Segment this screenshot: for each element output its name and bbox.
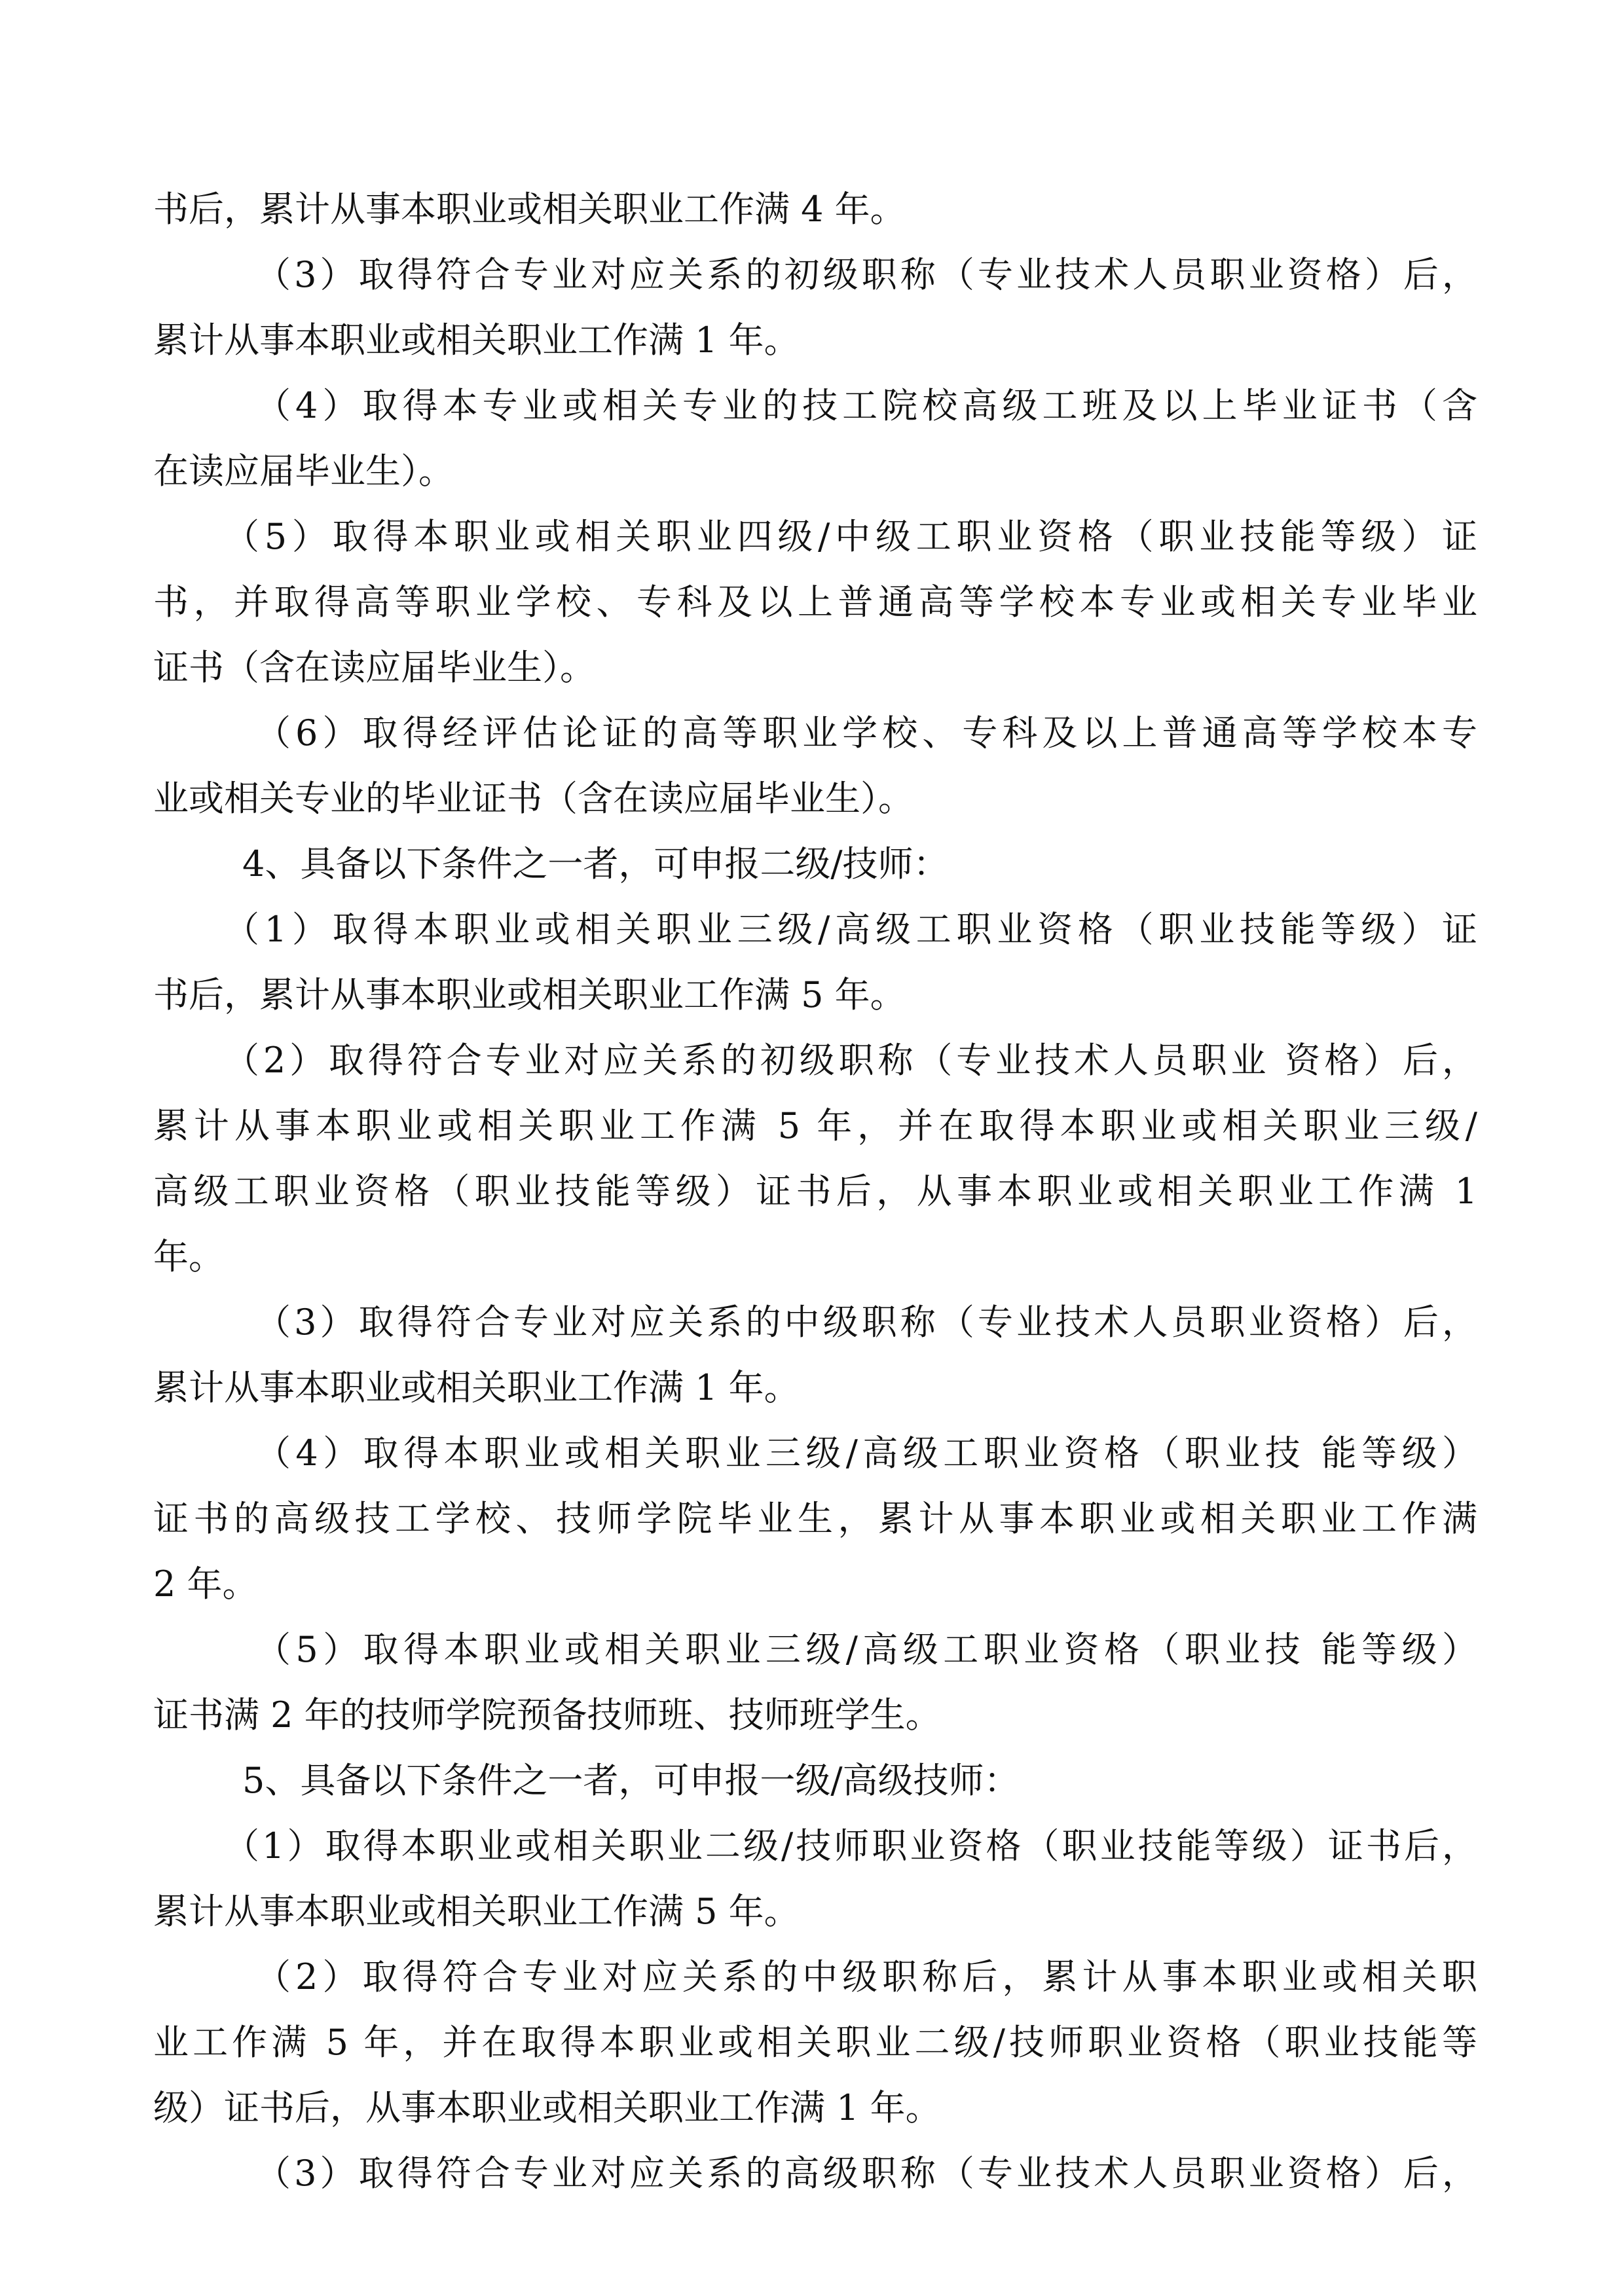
text-line: 业工作满 5 年，并在取得本职业或相关职业二级/技师职业资格（职业技能等 [153, 2022, 1477, 2063]
text-line: （3）取得符合专业对应关系的中级职称（专业技术人员职业资格）后， [255, 1302, 1477, 1343]
text-line: 累计从事本职业或相关职业工作满 5 年，并在取得本职业或相关职业三级/ [153, 1105, 1477, 1146]
text-line: 证书满 2 年的技师学院预备技师班、技师班学生。 [153, 1694, 941, 1736]
text-line: （1）取得本职业或相关职业三级/高级工职业资格（职业技能等级）证 [224, 909, 1477, 950]
text-line: （6）取得经评估论证的高等职业学校、专科及以上普通高等学校本专 [255, 712, 1477, 754]
text-line: 证书（含在读应届毕业生）。 [153, 647, 595, 688]
text-line: （3）取得符合专业对应关系的初级职称（专业技术人员职业资格）后， [255, 254, 1477, 295]
text-line: （5）取得本职业或相关职业四级/中级工职业资格（职业技能等级）证 [224, 516, 1477, 557]
text-line: 2 年。 [153, 1563, 258, 1605]
text-line: 累计从事本职业或相关职业工作满 1 年。 [153, 1367, 800, 1408]
text-line: 年。 [153, 1236, 224, 1277]
text-line: （1）取得本职业或相关职业二级/技师职业资格（职业技能等级）证书后， [224, 1825, 1477, 1867]
text-line: 业或相关专业的毕业证书（含在读应届毕业生）。 [153, 778, 913, 819]
text-line: （3）取得符合专业对应关系的高级职称（专业技术人员职业资格）后， [255, 2153, 1477, 2194]
section-heading: 5、具备以下条件之一者，可申报一级/高级技师： [242, 1760, 1020, 1801]
text-line: （5）取得本职业或相关职业三级/高级工职业资格（职业技 能等级） [255, 1629, 1477, 1670]
section-heading: 4、具备以下条件之一者，可申报二级/技师： [242, 843, 949, 884]
text-line: 书，并取得高等职业学校、专科及以上普通高等学校本专业或相关专业毕业 [153, 581, 1477, 623]
text-line: （2）取得符合专业对应关系的中级职称后，累计从事本职业或相关职 [255, 1956, 1477, 1997]
text-line: （4）取得本职业或相关职业三级/高级工职业资格（职业技 能等级） [255, 1432, 1477, 1474]
text-line: 累计从事本职业或相关职业工作满 1 年。 [153, 319, 800, 361]
text-line: 高级工职业资格（职业技能等级）证书后，从事本职业或相关职业工作满 1 [153, 1171, 1477, 1212]
text-line: （4）取得本专业或相关专业的技工院校高级工班及以上毕业证书（含 [255, 385, 1477, 426]
text-line: 证书的高级技工学校、技师学院毕业生，累计从事本职业或相关职业工作满 [153, 1498, 1477, 1539]
text-line: （2）取得符合专业对应关系的初级职称（专业技术人员职业 资格）后， [224, 1040, 1477, 1081]
text-line: 级）证书后，从事本职业或相关职业工作满 1 年。 [153, 2087, 941, 2128]
text-line: 累计从事本职业或相关职业工作满 5 年。 [153, 1891, 800, 1932]
text-line: 在读应届毕业生）。 [153, 450, 454, 492]
text-line: 书后，累计从事本职业或相关职业工作满 4 年。 [153, 189, 906, 230]
text-line: 书后，累计从事本职业或相关职业工作满 5 年。 [153, 974, 906, 1015]
